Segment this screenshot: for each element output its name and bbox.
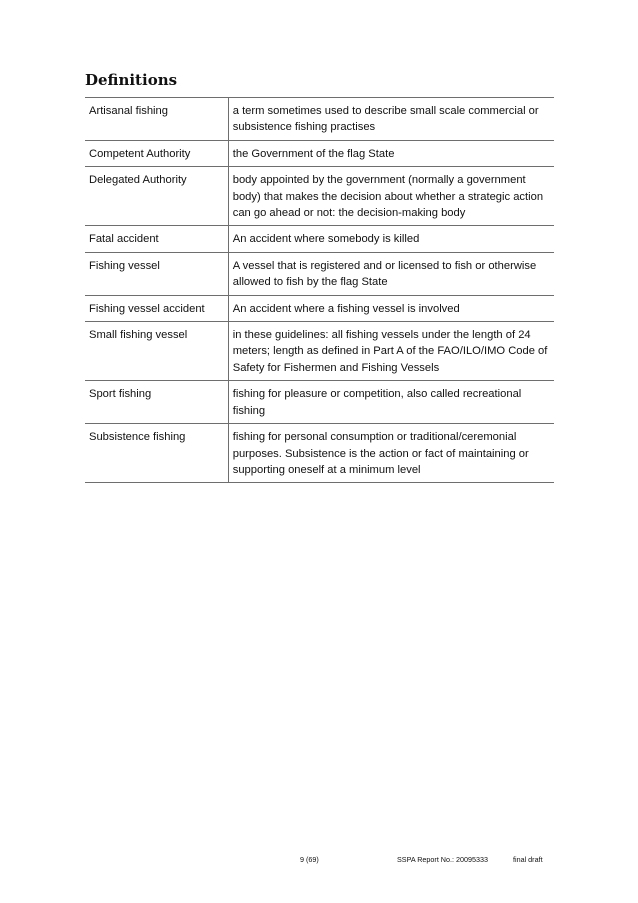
document-status: final draft — [513, 855, 543, 864]
table-row — [85, 167, 554, 226]
definition-term: Delegated Authority — [85, 167, 228, 226]
definition-text: body appointed by the government (normally a government body) that makes the decision about whether a strategic action can go ahead or not: the decision-making body — [228, 167, 554, 226]
table-row — [85, 295, 554, 321]
definition-text: An accident where a fishing vessel is involved — [228, 295, 554, 321]
definition-term: Fatal accident — [85, 226, 228, 252]
table-row — [85, 322, 554, 381]
table-row — [85, 226, 554, 252]
definition-term: Sport fishing — [85, 381, 228, 424]
definition-text: fishing for pleasure or competition, also called recreational fishing — [228, 381, 554, 424]
definition-text: An accident where somebody is killed — [228, 226, 554, 252]
definitions-table — [85, 97, 554, 483]
definition-term: Competent Authority — [85, 140, 228, 166]
table-row — [85, 98, 554, 141]
report-number: SSPA Report No.: 20095333 — [397, 855, 488, 864]
definition-term: Subsistence fishing — [85, 424, 228, 483]
definition-term: Small fishing vessel — [85, 322, 228, 381]
table-row — [85, 252, 554, 295]
page-number: 9 (69) — [300, 855, 319, 864]
definition-text: A vessel that is registered and or licensed to fish or otherwise allowed to fish by the flag State — [228, 252, 554, 295]
definition-text: fishing for personal consumption or traditional/ceremonial purposes. Subsistence is the action or fact of maintaining or supporting oneself at a minimum level — [228, 424, 554, 483]
definition-term: Fishing vessel accident — [85, 295, 228, 321]
table-row — [85, 381, 554, 424]
table-row — [85, 140, 554, 166]
definition-term: Artisanal fishing — [85, 98, 228, 141]
page-title: Definitions — [85, 71, 178, 89]
definition-text: in these guidelines: all fishing vessels under the length of 24 meters; length as defined in Part A of the FAO/ILO/IMO Code of Safety for Fishermen and Fishing Vessels — [228, 322, 554, 381]
table-row — [85, 424, 554, 483]
definition-text: the Government of the flag State — [228, 140, 554, 166]
definition-text: a term sometimes used to describe small scale commercial or subsistence fishing practises — [228, 98, 554, 141]
definition-term: Fishing vessel — [85, 252, 228, 295]
